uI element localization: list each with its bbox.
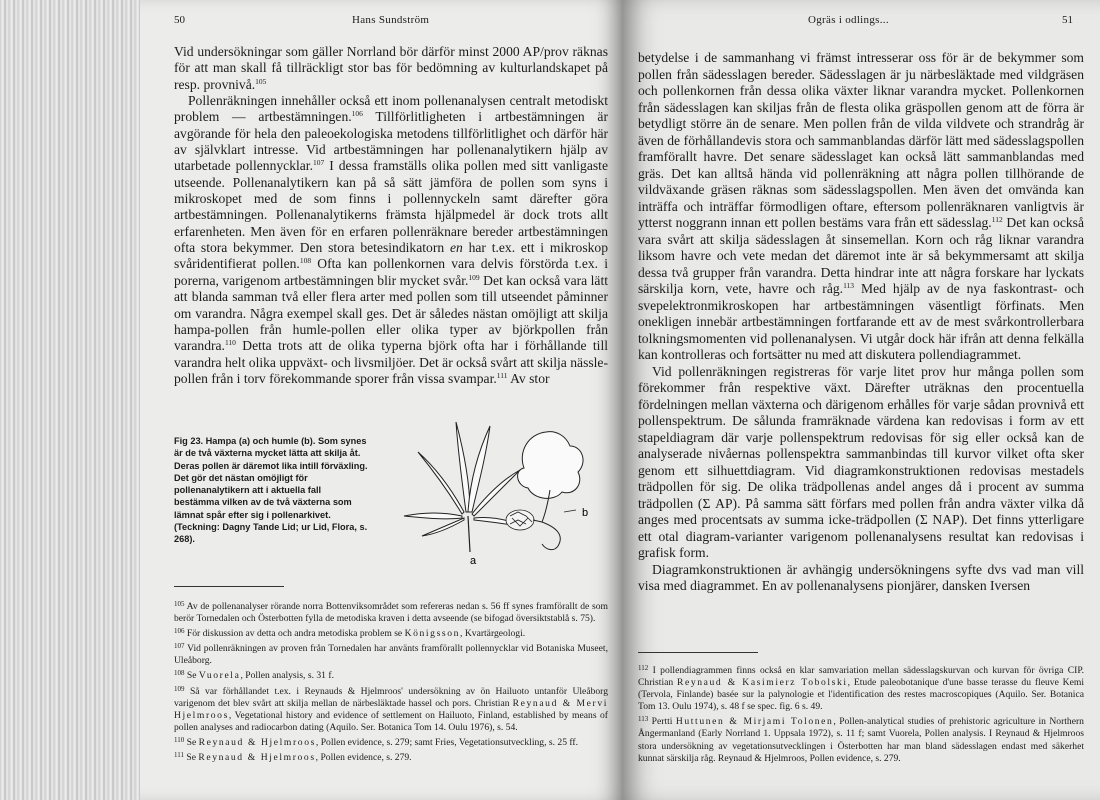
footnote-rule <box>638 652 758 653</box>
running-head-left: Hans Sundström <box>352 14 430 26</box>
footnote: $^{105}$ Av de pollenanalyser rörande norra Bottenviksområdet som refereras nedan s. 56 ff synes framförallt de som berör Tornedalen och Österbotten fylla de metodiska kraven i detta avseende (se bifogad översiktstablå s. 75). <box>174 600 608 625</box>
left-page <box>140 0 622 800</box>
figure-caption: Fig 23. Hampa (a) och humle (b). Som synes är de två växterna mycket lätta att skilja åt. Deras pollen är däremot lika intill förväxling. Det gör det nästan omöjligt för pollenanalytikern att i aktuella fall bestämma vilken av de två växterna som lämnat spår efter sig i pollenarkivet. (Teckning: Dagny Tande Lid; ur Lid, Flora, s. 268). <box>174 436 368 545</box>
footnote: $^{109}$ Så var förhållandet t.ex. i Reynauds & Hjelmroos' undersökning av ön Hailuoto untanför Uleåborg varigenom det blev svårt att skilja mellan de närbesläktade hassel och pors. Christian Reynaud & Mervi Hjelmroos, Vegetational history and evidence of settlement on Hailuoto, Finland, established by means of pollen analyses and radiocarbon dating (Aquilo. Ser. Botanica Tom 14. Oulu 1976), s. 54. <box>174 684 609 733</box>
footnote-rule <box>174 586 284 587</box>
footnote: $^{113}$ Pertti Huttunen & Mirjami Tolonen, Pollen-analytical studies of prehistoric agriculture in Northern Ångermanland (Early Norrland 1. Uppsala 1972), s. 11 f; samt Vuorela, Pollen analysis. I Reynaud & Hjelmroos stora undersökning av vegetationsutvecklingen i Österbotten har man bland sädesslagen endast med säkerhet kunnat särskilja råg. Reynaud & Hjelmroos, Pollen evidence, s. 279. <box>638 715 1084 764</box>
right-page <box>622 0 1100 800</box>
hemp-leaflet <box>422 518 464 536</box>
page-number-right: 51 <box>1062 14 1073 26</box>
footnote: $^{107}$ Vid pollenräkningen av proven från Tornedalen har använts framförallt pollennycklar vid Botaniska Museet, Uleåborg. <box>174 642 608 667</box>
hemp-stem <box>468 516 470 552</box>
footnote: $^{110}$ Se Reynaud & Hjelmroos, Pollen evidence, s. 279; samt Fries, Vegetationsutveckling, s. 25 ff. <box>174 735 579 748</box>
hemp-leaflet <box>418 452 464 514</box>
hop-cone-stalk <box>533 520 542 522</box>
label-a: a <box>470 555 477 567</box>
paragraph: betydelse i de sammanhang vi främst intresserar oss för är de bekymmer som pollen från sädesslagen bereder. Sädesslagen är ju närbesläktade med vildgräsen och pollenkornen från dessa olika växter liknar varandra mycket. Pollenkornen från sädesslagen kan skiljas från de flesta olika gräspollen genom att de förra är betydligt större än de senare. Men pollen från de vilda vildvete och strandråg är även de förhållandevis stora och sammanblandas därför lätt med sädesslagspollen framförallt havre. Det senare sädesslaget kan också lätt sammanblandas med gräs. Det kan alltså hända vid pollenräkning att några pollen tillhörande de vildväxande gräsen räknas som sädesslagspollen. Men även det omvända kan inträffa och inträffar förmodligen oftare, eftersom pollenräknaren vanligtvis är ytterst noggrann innan ett pollen bestäms vara från ett sädesslag.$^{112}$ Det kan också vara svårt att skilja sädesslagen åt sinsemellan. Korn och råg liknar varandra liksom havre och vete medan det däremot inte är så bekymmersamt att skilja dessa två grupper från varandra. Detta hindrar inte att några forskare har lyckats särskilja korn, vete, havre och råg.$^{113}$ Med hjälp av de nya faskontrast- och svepelektronmikroskopen har artbestämningen väsentligt förfinats. Men onekligen innebär artbestämningen fortfarande ett av de mest svårkontrollerbara tolkningsmomenten vid pollenanalysen. Vi utgår dock här ifrån att denna felkälla kan kontrolleras och fortsätter nu med att diskutera pollendiagrammet. <box>638 50 1084 362</box>
label-b-pointer <box>564 510 576 512</box>
right-footnotes <box>638 662 1084 765</box>
footnote: $^{108}$ Se Vuorela, Pollen analysis, s. 31 f. <box>174 669 334 682</box>
hop-cone <box>506 510 534 530</box>
running-head-right: Ogräs i odlings... <box>808 14 889 26</box>
hemp-hop-illustration <box>378 412 610 572</box>
paragraph: Vid pollenräkningen registreras för varje litet prov hur många pollen som förekommer från respektive växt. Därefter uträknas den procentuella fördelningen mellan växterna och därigenom erhålles för varje sådan provnivå ett pollenspektrum. De sålunda framräknade värdena kan redovisas i form av ett stapeldiagram där varje pollenspektrum redovisas för sig eller också kan de analyserade nivåernas pollenspektra sammanbindas till kurvor vilket ofta sker genom ett silhuettdiagram. Vid diagramkonstruktionen redovisas mestadels trädpollen för sig. De olika trädpollenas andel anges då i procent av summa trädpollen (Σ AP). På samma sätt förfars med pollen från andra växter vilka då anges med procentsats av summa icke-trädpollen (Σ NAP). Det finns ytterligare ett otal diagram-varianter varigenom pollenanalysens resultat kan redovisas i grafisk form. <box>638 363 1084 560</box>
right-body <box>638 50 1084 595</box>
hemp-leaflet <box>456 422 470 512</box>
left-body <box>174 44 608 387</box>
paragraph: Diagramkonstruktionen är avhängig undersökningens syfte dvs vad man vill visa med diagrammet. En av pollenanalysens pionjärer, dansken Iversen <box>638 561 1084 593</box>
page-number-left: 50 <box>174 14 185 26</box>
hop-stem <box>542 490 560 550</box>
paragraph: Pollenräkningen innehåller också ett inom pollenanalysen centralt metodiskt problem — artbestämningen.$^{106}$ Tillförlitligheten i artbestämningen är avgörande för hela den paleoekologiska metodens tillförlitlighet och därför här av självklart intresse. Vid artbestämningen har pollenanalytikern hjälp av utarbetade pollennycklar.$^{107}$ I dessa framställs olika pollen med sitt vanligaste utseende. Pollenanalytikern kan på så sätt jämföra de pollen som syns i mikroskopet med de som finns i pollennyckeln samt därefter göra artbestämningen. Pollenanalytikerns främsta hjälpmedel är dock trots allt erfarenheten. Men även för en erfaren pollenräknare bereder artbestämningen ofta stora bekymmer. Den stora betesindikatorn en har t.ex. ett i mikroskop svåridentifierat pollen.$^{108}$ Ofta kan pollenkornen vara delvis förstörda t.ex. i porerna, varigenom artbestämningen blir mycket svår.$^{109}$ Det kan också vara lätt att blanda samman två eller flera arter med pollen som till utseendet påminner om varandra. Några exempel skall ges. Det är således nästan omöjligt att skilja hampa-pollen från humle-pollen eller olika typer av björkpollen från varandra.$^{110}$ Detta trots att de olika typerna björk ofta har i förhållande till varandra helt olika uppväxt- och livsmiljöer. Det är också svårt att skilja nässle-pollen från i torv förekommande sporer från vissa svampar.$^{111}$ Av stor <box>174 93 608 386</box>
hop-leaf <box>518 432 583 499</box>
left-footnotes <box>174 598 608 764</box>
footnote: $^{106}$ För diskussion av detta och andra metodiska problem se Königsson, Kvartärgeologi. <box>174 627 526 640</box>
label-b: b <box>582 507 589 519</box>
hemp-leaflet <box>404 513 462 519</box>
page-edges <box>0 0 160 800</box>
footnote: $^{112}$ I pollendiagrammen finns också en klar samvariation mellan sädesslagskurvan och kurvan för övriga CIP. Christian Reynaud & Kasimierz Tobolski, Etude paleobotanique d'une basse terasse du fleuve Kemi (Tervola, Finlande) basée sur la palynologie et l'identification des restes macroscopiques (Aquilo. Ser. Botanica Tom 13. Oulu 1974), s. 48 f se spec. fig. 6 s. 49. <box>638 664 1084 713</box>
paragraph: Vid undersökningar som gäller Norrland bör därför minst 2000 AP/prov räknas för att man skall få tillräckligt stor bas för bedömning av kulturlandskapet på resp. provnivå.$^{105}$ <box>174 44 608 92</box>
footnote: $^{111}$ Se Reynaud & Hjelmroos, Pollen evidence, s. 279. <box>174 751 412 764</box>
